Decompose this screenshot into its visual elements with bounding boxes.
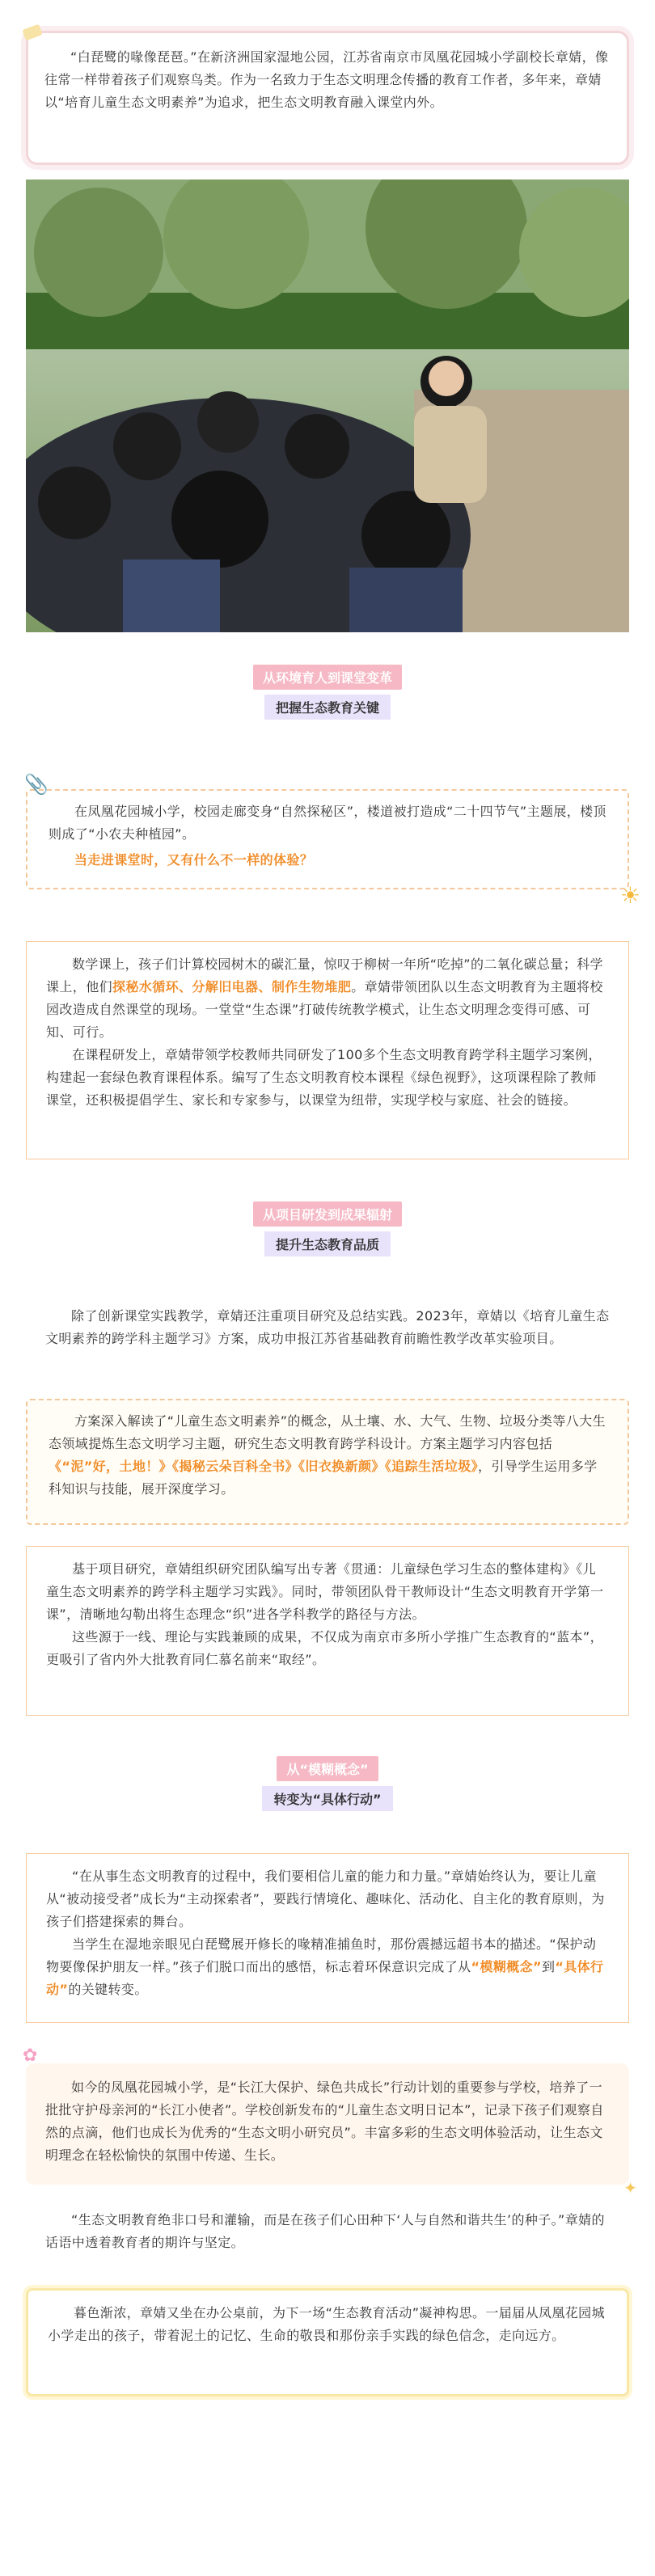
section1-callout (24, 773, 640, 909)
outdoor-class-photo (26, 179, 629, 632)
section1-para2: 在课程研发上，章婧带领学校教师共同研发了100多个生态文明教育跨学科主题学习案例，构建起一套绿色教育课程体系。编写了生态文明教育校本课程《绿色视野》，这项课程除了教师课堂，还积极提倡学生、家长和专家参与，以课堂为纽带，实现学校与家庭、社会的链接。 (46, 1047, 602, 1108)
para1-text-b: 。章婧带领团队以生态文明教育为主题将校园改造成自然课堂的现场。一堂堂“生态课”打破传统教学模式，让生态文明理念变得可感、可知、可行。 (46, 979, 603, 1040)
section3-para1: “在从事生态文明教育的过程中，我们要相信儿童的能力和力量。”章婧始终认为，要让儿童从“被动接受者”成长为“主动探索者”，要践行情境化、趣味化、活动化、自主化的教育原则，为孩子们搭建探索的舞台。 (46, 1869, 605, 1929)
section3-tag: 从“模糊概念” (277, 1756, 378, 1781)
section1-body (26, 941, 629, 1159)
para2-s3-text-b: 的关键转变。 (68, 1982, 148, 1997)
section1-header (0, 665, 655, 720)
section2-dashed-box (26, 1399, 629, 1525)
section2-para3: 基于项目研究，章婧组织研究团队编写出专著《贯通：儿童绿色学习生态的整体建构》《儿童生态文明素养的跨学科主题学习实践》。同时，带领团队骨干教师设计“生态文明教育开学第一课”，清晰地勾勒出将生态理念“织”进各学科教学的路径与方法。 (46, 1561, 604, 1622)
section2-body (26, 1546, 629, 1716)
sparkle-icon: ✦ (623, 2178, 637, 2198)
section3-body (26, 1853, 629, 2023)
section2-para2 (49, 1410, 606, 1501)
section2-intro (26, 1300, 629, 1378)
section3-para2 (46, 1933, 609, 2001)
fuzzy-concept-highlight: “模糊概念” (471, 1959, 542, 1974)
para2-highlight: 《“泥”好，土地！》《揭秘云朵百科全书》《旧衣换新颜》《追踪生活垃圾》 (49, 1459, 479, 1474)
section3-subtitle: 转变为“具体行动” (262, 1786, 392, 1811)
concrete-action-highlight: “具体行动” (46, 1959, 604, 1997)
section1-subtitle: 把握生态教育关键 (264, 695, 391, 720)
section3-peach-box (23, 2046, 637, 2198)
callout-question: 当走进课堂时，又有什么不一样的体验？ (74, 852, 314, 868)
para2-text-b: ，引导学生运用多学科知识与技能，展开深度学习。 (49, 1459, 598, 1497)
section2-para4: 这些源于一线、理论与实践兼顾的成果，不仅成为南京市多所小学推广生态教育的“蓝本”，更吸引了省内外大批教育同仁慕名前来“取经”。 (46, 1629, 603, 1667)
callout-text: 在凤凰花园城小学，校园走廊变身“自然探秘区”，楼道被打造成“二十四节气”主题展，楼顶则成了“小农夫种植园”。 (49, 804, 606, 842)
paperclip-icon: 📎 (24, 773, 49, 796)
section2-header (0, 1201, 655, 1256)
para2-s3-text-a: 当学生在湿地亲眼见白琵鹭展开修长的喙精准捕鱼时，那份震撼远超书本的描述。“保护动物要像保护朋友一样。”孩子们脱口而出的感悟，标志着环保意识完成了从 (46, 1936, 597, 1974)
closing-box (26, 2288, 629, 2397)
section2-para1: 除了创新课堂实践教学，章婧还注重项目研究及总结实践。2023年，章婧以《培育儿童生态文明素养的跨学科主题学习》方案，成功申报江苏省基础教育前瞻性教学改革实验项目。 (45, 1308, 610, 1346)
section2-subtitle: 提升生态教育品质 (264, 1231, 391, 1256)
section3-para4: “生态文明教育绝非口号和灌输，而是在孩子们心田种下‘人与自然和谐共生’的种子。”章婧的话语中透着教育者的期许与坚定。 (45, 2212, 605, 2250)
section3-header (0, 1756, 655, 1811)
sun-icon: ☀ (619, 882, 640, 909)
section3-para3: 如今的凤凰花园城小学，是“长江大保护、绿色共成长”行动计划的重要参与学校，培养了一批批守护母亲河的“长江小使者”。学校创新发布的“儿童生态文明日记本”，记录下孩子们观察自然的点滴，他们也成长为优秀的“生态文明小研究员”。丰富多彩的生态文明体验活动，让生态文明理念在轻松愉快的氛围中传递、生长。 (45, 2080, 604, 2163)
intro-paragraph: “白琵鹭的喙像琵琶。”在新济洲国家湿地公园，江苏省南京市凤凰花园城小学副校长章婧，像往常一样带着孩子们观察鸟类。作为一名致力于生态文明理念传播的教育工作者，多年来，章婧以“培育儿童生态文明素养”为追求，把生态文明教育融入课堂内外。 (44, 49, 609, 110)
section2-tag: 从项目研发到成果辐射 (253, 1201, 402, 1227)
balloons-icon: ✿ (23, 2046, 38, 2066)
para1-highlight: 探秘水循环、分解旧电器、制作生物堆肥 (112, 979, 352, 995)
section3-para5: 暮色渐浓，章婧又坐在办公桌前，为下一场“生态教育活动”凝神构思。一届届从凤凰花园城小学走出的孩子，带着泥土的记忆、生命的敬畏和那份亲手实践的绿色信念，走向远方。 (48, 2305, 605, 2343)
para1-text-a: 数学课上，孩子们计算校园树木的碳汇量，惊叹于柳树一年所“吃掉”的二氧化碳总量；科学课上，他们 (46, 956, 603, 995)
section3-quote (26, 2204, 629, 2261)
para2-text-a: 方案深入解读了“儿童生态文明素养”的概念，从土壤、水、大气、生物、垃圾分类等八大生态领域提炼生态文明学习主题，研究生态文明教育跨学科设计。方案主题学习内容包括 (49, 1413, 606, 1451)
intro-box (26, 31, 629, 165)
section1-para1 (46, 953, 609, 1044)
pin-icon (22, 24, 42, 41)
para2-s3-to: 到 (541, 1959, 556, 1974)
section1-tag: 从环境育人到课堂变革 (253, 665, 402, 690)
